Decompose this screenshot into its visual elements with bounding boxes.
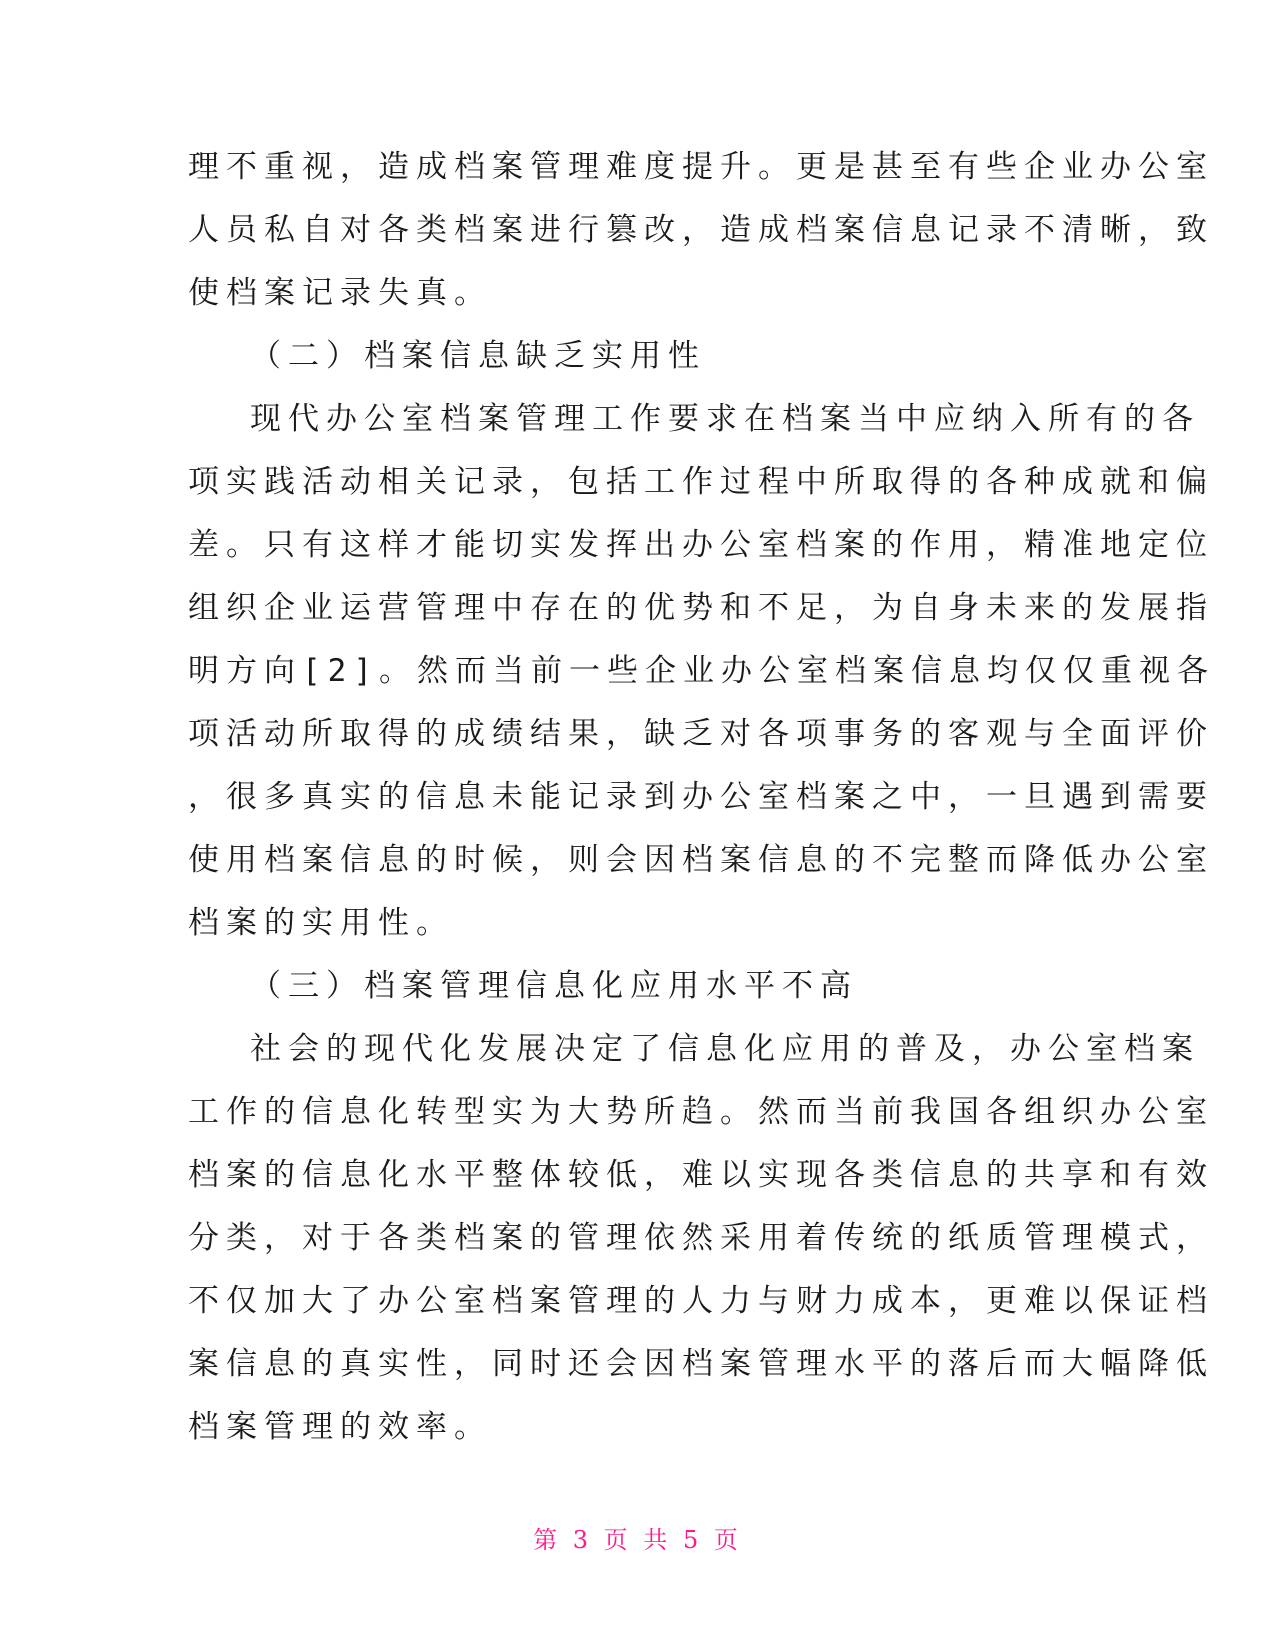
- text-line: 档案管理的效率。: [188, 1409, 492, 1445]
- text-line: 项实践活动相关记录，包括工作过程中所取得的各种成就和偏: [188, 464, 1214, 500]
- text-line: 不仅加大了办公室档案管理的人力与财力成本，更难以保证档: [188, 1283, 1214, 1319]
- text-line: 明方向[2]。然而当前一些企业办公室档案信息均仅仅重视各: [188, 653, 1215, 689]
- text-line: 工作的信息化转型实为大势所趋。然而当前我国各组织办公室: [188, 1094, 1214, 1130]
- text-line: 现代办公室档案管理工作要求在档案当中应纳入所有的各: [250, 401, 1200, 437]
- section-heading-3: （三）档案管理信息化应用水平不高: [250, 968, 858, 1004]
- text-line: 分类，对于各类档案的管理依然采用着传统的纸质管理模式，: [188, 1220, 1214, 1256]
- text-line: 项活动所取得的成绩结果，缺乏对各项事务的客观与全面评价: [188, 716, 1214, 752]
- text-line: 理不重视，造成档案管理难度提升。更是甚至有些企业办公室: [188, 149, 1214, 185]
- text-line: 档案的实用性。: [188, 905, 454, 941]
- text-line: 组织企业运营管理中存在的优势和不足，为自身未来的发展指: [188, 590, 1214, 626]
- text-line: 案信息的真实性，同时还会因档案管理水平的落后而大幅降低: [188, 1346, 1214, 1382]
- text-line: 人员私自对各类档案进行篡改，造成档案信息记录不清晰，致: [188, 212, 1214, 248]
- page-number-footer: 第 3 页 共 5 页: [533, 1526, 742, 1554]
- text-line: 使用档案信息的时候，则会因档案信息的不完整而降低办公室: [188, 842, 1214, 878]
- document-body: [188, 136, 1215, 1459]
- text-line: ，很多真实的信息未能记录到办公室档案之中，一旦遇到需要: [188, 779, 1214, 815]
- text-line: 社会的现代化发展决定了信息化应用的普及，办公室档案: [250, 1031, 1200, 1067]
- section-heading-2: （二）档案信息缺乏实用性: [250, 338, 706, 374]
- text-line: 差。只有这样才能切实发挥出办公室档案的作用，精准地定位: [188, 527, 1214, 563]
- text-line: 使档案记录失真。: [188, 275, 492, 311]
- text-line: 档案的信息化水平整体较低，难以实现各类信息的共享和有效: [188, 1157, 1214, 1193]
